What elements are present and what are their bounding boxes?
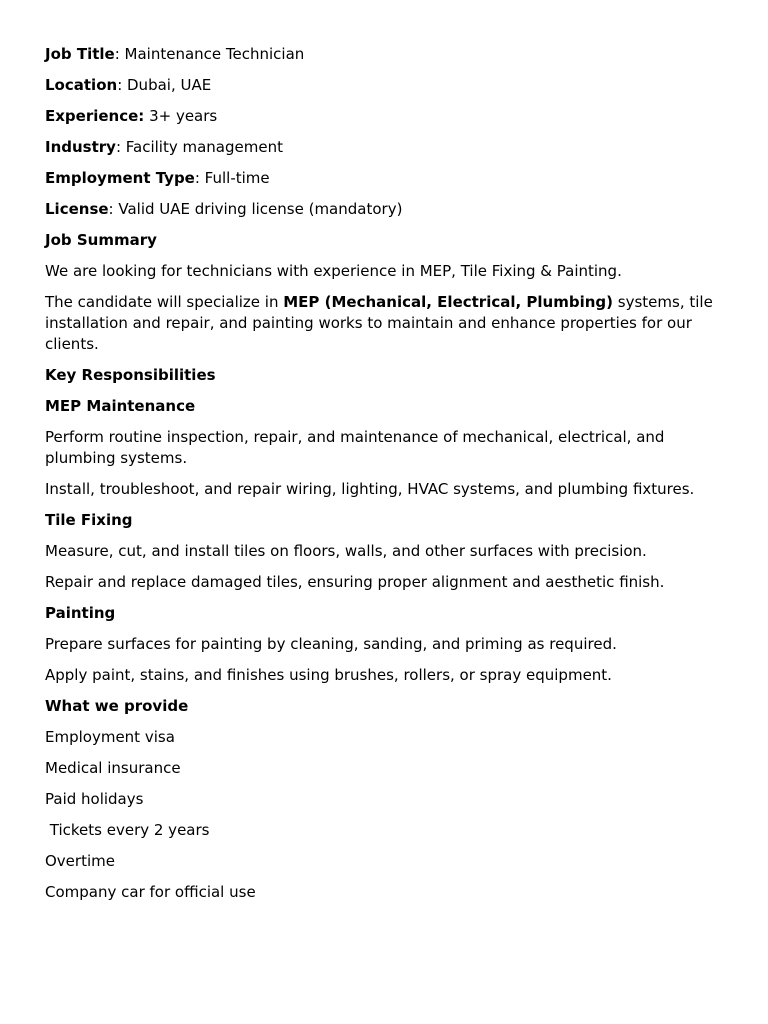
industry-value: : Facility management	[115, 138, 283, 156]
benefit-item: Employment visa	[45, 728, 175, 746]
job-summary-p2-after: systems, tile installation and repair, and painting works to maintain and enhance properties for our clients.	[45, 293, 713, 353]
list-item: Perform routine inspection, repair, and maintenance of mechanical, electrical, and plumbing systems.	[45, 428, 665, 467]
list-item: Install, troubleshoot, and repair wiring, lighting, HVAC systems, and plumbing fixtures.	[45, 480, 695, 498]
license-line	[45, 199, 735, 220]
industry-label: Industry	[45, 138, 116, 156]
what-we-provide-heading: What we provide	[45, 697, 189, 715]
key-responsibilities-heading: Key Responsibilities	[45, 366, 216, 384]
benefit-item: Medical insurance	[45, 759, 181, 777]
job-posting-document	[45, 44, 735, 913]
job-title-line	[45, 44, 735, 65]
license-value: : Valid UAE driving license (mandatory)	[108, 200, 403, 218]
benefit-item: Company car for official use	[45, 883, 256, 901]
benefit-item: Paid holidays	[45, 790, 144, 808]
job-summary-p2-before: The candidate will specialize in	[45, 293, 284, 311]
mep-maintenance-heading: MEP Maintenance	[45, 397, 196, 415]
job-title-value: : Maintenance Technician	[114, 45, 305, 63]
painting-heading: Painting	[45, 604, 116, 622]
job-summary-p2-bold: MEP (Mechanical, Electrical, Plumbing)	[283, 293, 614, 311]
industry-line	[45, 137, 735, 158]
employment-type-value: : Full-time	[194, 169, 270, 187]
job-summary-heading: Job Summary	[45, 231, 157, 249]
list-item: Repair and replace damaged tiles, ensuring proper alignment and aesthetic finish.	[45, 573, 665, 591]
benefit-item: Tickets every 2 years	[45, 821, 210, 839]
job-summary-paragraph-1: We are looking for technicians with experience in MEP, Tile Fixing & Painting.	[45, 262, 622, 280]
location-line	[45, 75, 735, 96]
tile-fixing-heading: Tile Fixing	[45, 511, 133, 529]
list-item: Apply paint, stains, and finishes using brushes, rollers, or spray equipment.	[45, 666, 612, 684]
list-item: Prepare surfaces for painting by cleaning, sanding, and priming as required.	[45, 635, 617, 653]
benefit-item: Overtime	[45, 852, 115, 870]
employment-type-label: Employment Type	[45, 169, 195, 187]
list-item: Measure, cut, and install tiles on floors, walls, and other surfaces with precision.	[45, 542, 647, 560]
job-summary-paragraph-2	[45, 292, 735, 355]
experience-line	[45, 106, 735, 127]
experience-label: Experience:	[45, 107, 145, 125]
location-label: Location	[45, 76, 118, 94]
job-title-label: Job Title	[45, 45, 115, 63]
experience-value: 3+ years	[144, 107, 218, 125]
location-value: : Dubai, UAE	[117, 76, 212, 94]
employment-type-line	[45, 168, 735, 189]
license-label: License	[45, 200, 109, 218]
